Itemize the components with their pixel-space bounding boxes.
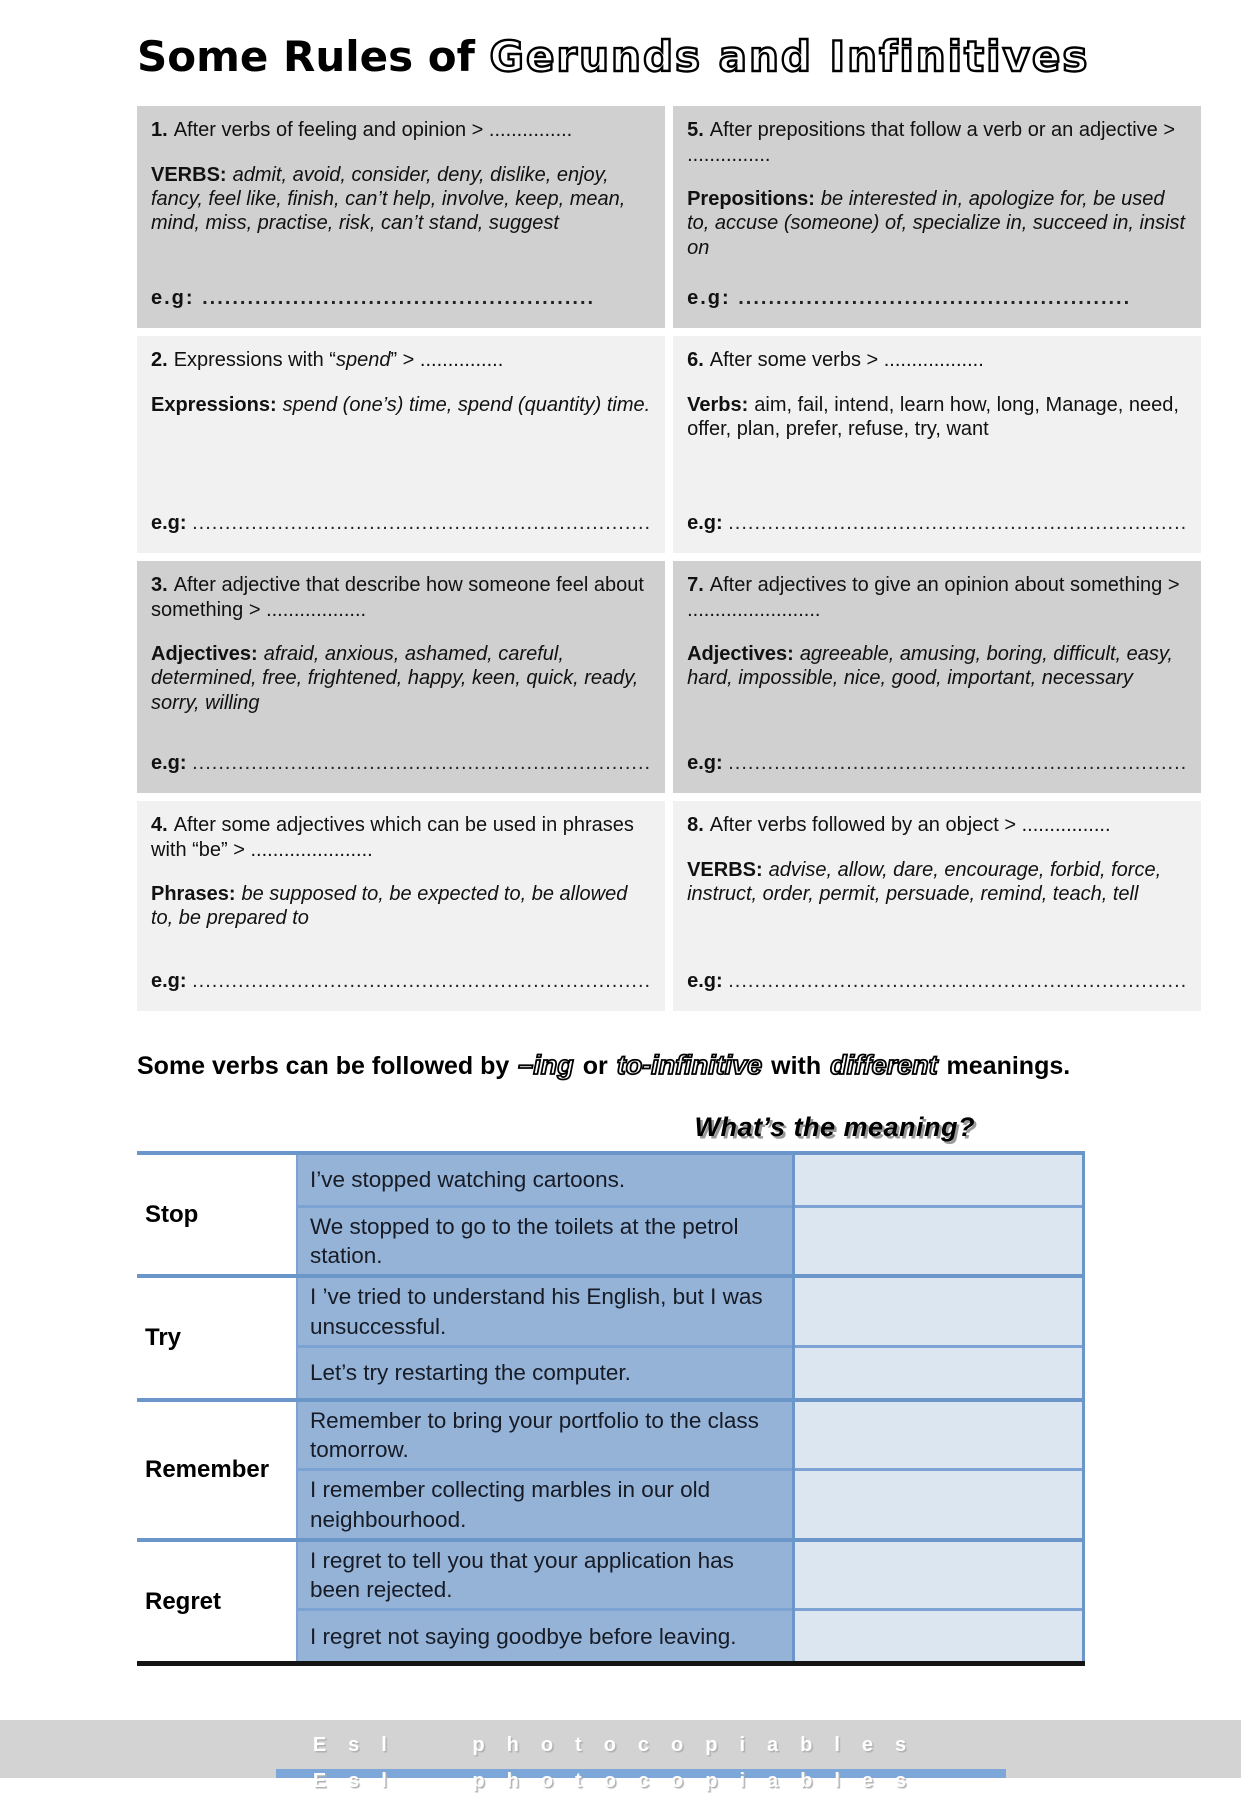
note-part-4: meanings.: [939, 1052, 1071, 1081]
rule-2-header-pre: Expressions with “: [173, 349, 336, 372]
meaning-cell-blank: [793, 1610, 1083, 1664]
table-row-try-1: [137, 1276, 1084, 1346]
rule-box-1: [137, 106, 665, 328]
title-plain-text: Some Rules of: [137, 32, 490, 81]
rule-box-3: [137, 561, 665, 793]
rule-2-example-line: [151, 493, 651, 543]
rule-5-header-text: After prepositions that follow a verb or an adjective > ...............: [687, 119, 1176, 166]
footer: [0, 1720, 1241, 1792]
rule-6-example-label: e.g:: [687, 511, 723, 534]
rule-box-7: [673, 561, 1201, 793]
meaning-table: [137, 1151, 1085, 1667]
rule-8-example-line: [687, 951, 1187, 1001]
rule-6-example-dots: ......................................................................: [728, 511, 1188, 534]
rule-6-number: 6.: [687, 349, 704, 372]
rule-box-8: [673, 801, 1201, 1011]
rule-1-example-label: e.g:: [151, 286, 195, 309]
rule-7-number: 7.: [687, 574, 704, 597]
rule-2-example-dots: ......................................................................: [192, 511, 652, 534]
rule-8-example-label: e.g:: [687, 969, 723, 992]
rule-8-words-label: VERBS:: [687, 858, 763, 881]
rule-3-words: [151, 642, 651, 715]
rule-5-words: [687, 187, 1187, 260]
note-deco-to-infinitive: to-infinitive: [616, 1050, 763, 1081]
page-title: [137, 32, 1090, 81]
rule-4-header: [151, 813, 651, 862]
note-part-1: Some verbs can be followed by: [137, 1052, 517, 1081]
sentence-cell: I regret not saying goodbye before leaving.: [297, 1610, 793, 1664]
rule-8-words-list: advise, allow, dare, encourage, forbid, force, instruct, order, permit, persuade, remind, teach, tell: [687, 858, 1162, 905]
rule-3-header: [151, 573, 651, 622]
rule-8-words: [687, 858, 1187, 907]
rule-1-number: 1.: [151, 119, 168, 142]
rule-2-header: [151, 348, 651, 372]
note-part-3: with: [764, 1052, 829, 1081]
meaning-cell-blank: [793, 1470, 1083, 1540]
rule-5-example-label: e.g:: [687, 286, 731, 309]
rule-6-words-list: aim, fail, intend, learn how, long, Manage, need, offer, plan, prefer, refuse, try, want: [687, 393, 1179, 440]
rule-2-words-label: Expressions:: [151, 393, 277, 416]
rule-5-words-list: be interested in, apologize for, be used to, accuse (someone) of, specialize in, succeed in, insist on: [687, 187, 1186, 259]
rule-4-header-text: After some adjectives which can be used in phrases with “be” > ......................: [151, 814, 634, 861]
note-deco-ing: –ing: [518, 1050, 574, 1081]
rule-3-words-list: afraid, anxious, ashamed, careful, determined, free, frightened, happy, keen, quick, ready, sorry, willing: [151, 642, 639, 714]
table-row-regret-1: [137, 1540, 1084, 1610]
rule-7-words-list: agreeable, amusing, boring, difficult, easy, hard, impossible, nice, good, important, necessary: [687, 642, 1173, 690]
rule-2-number: 2.: [151, 349, 168, 372]
rule-4-words-label: Phrases:: [151, 882, 236, 905]
verb-label-stop: Stop: [137, 1153, 297, 1277]
rule-box-5: [673, 106, 1201, 328]
rule-2-words: [151, 393, 651, 417]
rule-3-example-dots: ......................................................................: [192, 751, 652, 774]
rule-box-2: [137, 336, 665, 553]
rule-4-words-list: be supposed to, be expected to, be allowed to, be prepared to: [151, 882, 628, 930]
rule-1-example-dots: ....................................................: [202, 286, 596, 309]
rule-box-4: [137, 801, 665, 1011]
rule-7-example-line: [687, 733, 1187, 783]
sentence-cell: I remember collecting marbles in our old neighbourhood.: [297, 1470, 793, 1540]
rule-1-words-label: VERBS:: [151, 163, 227, 186]
rule-7-example-label: e.g:: [687, 751, 723, 774]
note-part-2: or: [575, 1052, 615, 1081]
note-paragraph: [137, 1047, 1085, 1084]
rule-8-number: 8.: [687, 814, 704, 837]
rule-5-number: 5.: [687, 119, 704, 142]
rule-5-header: [687, 118, 1187, 167]
rule-4-example-label: e.g:: [151, 969, 187, 992]
rules-grid: [137, 106, 1188, 1011]
meaning-cell-blank: [793, 1540, 1083, 1610]
sentence-cell: I regret to tell you that your application has been rejected.: [297, 1540, 793, 1610]
worksheet-page: [137, 32, 1188, 1666]
rule-7-header-text: After adjectives to give an opinion about something > ........................: [687, 574, 1180, 621]
meaning-cell-blank: [793, 1346, 1083, 1400]
rule-7-words: [687, 642, 1187, 691]
table-row-remember-1: [137, 1400, 1084, 1470]
sentence-cell: Remember to bring your portfolio to the class tomorrow.: [297, 1400, 793, 1470]
rule-2-header-italic: spend: [335, 349, 391, 372]
rule-5-words-label: Prepositions:: [687, 187, 815, 210]
rule-2-header-post: ” > ...............: [390, 349, 504, 372]
rule-4-example-dots: ......................................................................: [192, 969, 652, 992]
meaning-cell-blank: [793, 1276, 1083, 1346]
rule-8-header-text: After verbs followed by an object > ................: [709, 814, 1111, 837]
rule-box-6: [673, 336, 1201, 553]
footer-brand-clipped: Esl photocopiables: [312, 1770, 929, 1792]
meaning-cell-blank: [793, 1153, 1083, 1207]
rule-4-example-line: [151, 951, 651, 1001]
rule-6-words-label: Verbs:: [687, 393, 749, 416]
verb-label-regret: Regret: [137, 1540, 297, 1664]
rule-8-header: [687, 813, 1187, 837]
rule-4-words: [151, 882, 651, 931]
rule-4-number: 4.: [151, 814, 168, 837]
verb-label-try: Try: [137, 1276, 297, 1400]
sentence-cell: We stopped to go to the toilets at the petrol station.: [297, 1206, 793, 1276]
meaning-heading: What’s the meaning?: [694, 1111, 975, 1142]
rule-1-header-text: After verbs of feeling and opinion > ...............: [173, 119, 573, 142]
rule-8-example-dots: ......................................................................: [728, 969, 1188, 992]
verb-label-remember: Remember: [137, 1400, 297, 1540]
meaning-cell-blank: [793, 1400, 1083, 1470]
rule-6-words: [687, 393, 1187, 442]
rule-1-header: [151, 118, 651, 142]
rule-7-words-label: Adjectives:: [687, 642, 794, 665]
meaning-cell-blank: [793, 1206, 1083, 1276]
rule-5-example-dots: ....................................................: [738, 286, 1132, 309]
rule-2-words-list: spend (one’s) time, spend (quantity) time.: [282, 393, 651, 416]
rule-6-header: [687, 348, 1187, 372]
footer-brand: Esl photocopiables: [312, 1734, 929, 1756]
sentence-cell: I’ve stopped watching cartoons.: [297, 1153, 793, 1207]
note-deco-different: different: [830, 1050, 938, 1081]
rule-2-example-label: e.g:: [151, 511, 187, 534]
rule-6-header-text: After some verbs > ..................: [709, 349, 984, 372]
rule-3-number: 3.: [151, 574, 168, 597]
rule-1-example-line: [151, 268, 651, 318]
rule-7-header: [687, 573, 1187, 622]
rule-3-words-label: Adjectives:: [151, 642, 258, 665]
rule-5-example-line: [687, 268, 1187, 318]
title-outline-text: Gerunds and Infinitives: [489, 32, 1090, 81]
rule-7-example-dots: ......................................................................: [728, 751, 1188, 774]
rule-3-example-label: e.g:: [151, 751, 187, 774]
rule-3-header-text: After adjective that describe how someone feel about something > ..................: [151, 574, 644, 621]
rule-3-example-line: [151, 733, 651, 783]
rule-1-words-list: admit, avoid, consider, deny, dislike, enjoy, fancy, feel like, finish, can’t help, involve, keep, mean, mind, miss, practise, risk, can’t stand, suggest: [151, 163, 626, 235]
rule-1-words: [151, 163, 651, 236]
sentence-cell: Let’s try restarting the computer.: [297, 1346, 793, 1400]
table-row-stop-1: [137, 1153, 1084, 1207]
rule-6-example-line: [687, 493, 1187, 543]
sentence-cell: I ’ve tried to understand his English, but I was unsuccessful.: [297, 1276, 793, 1346]
